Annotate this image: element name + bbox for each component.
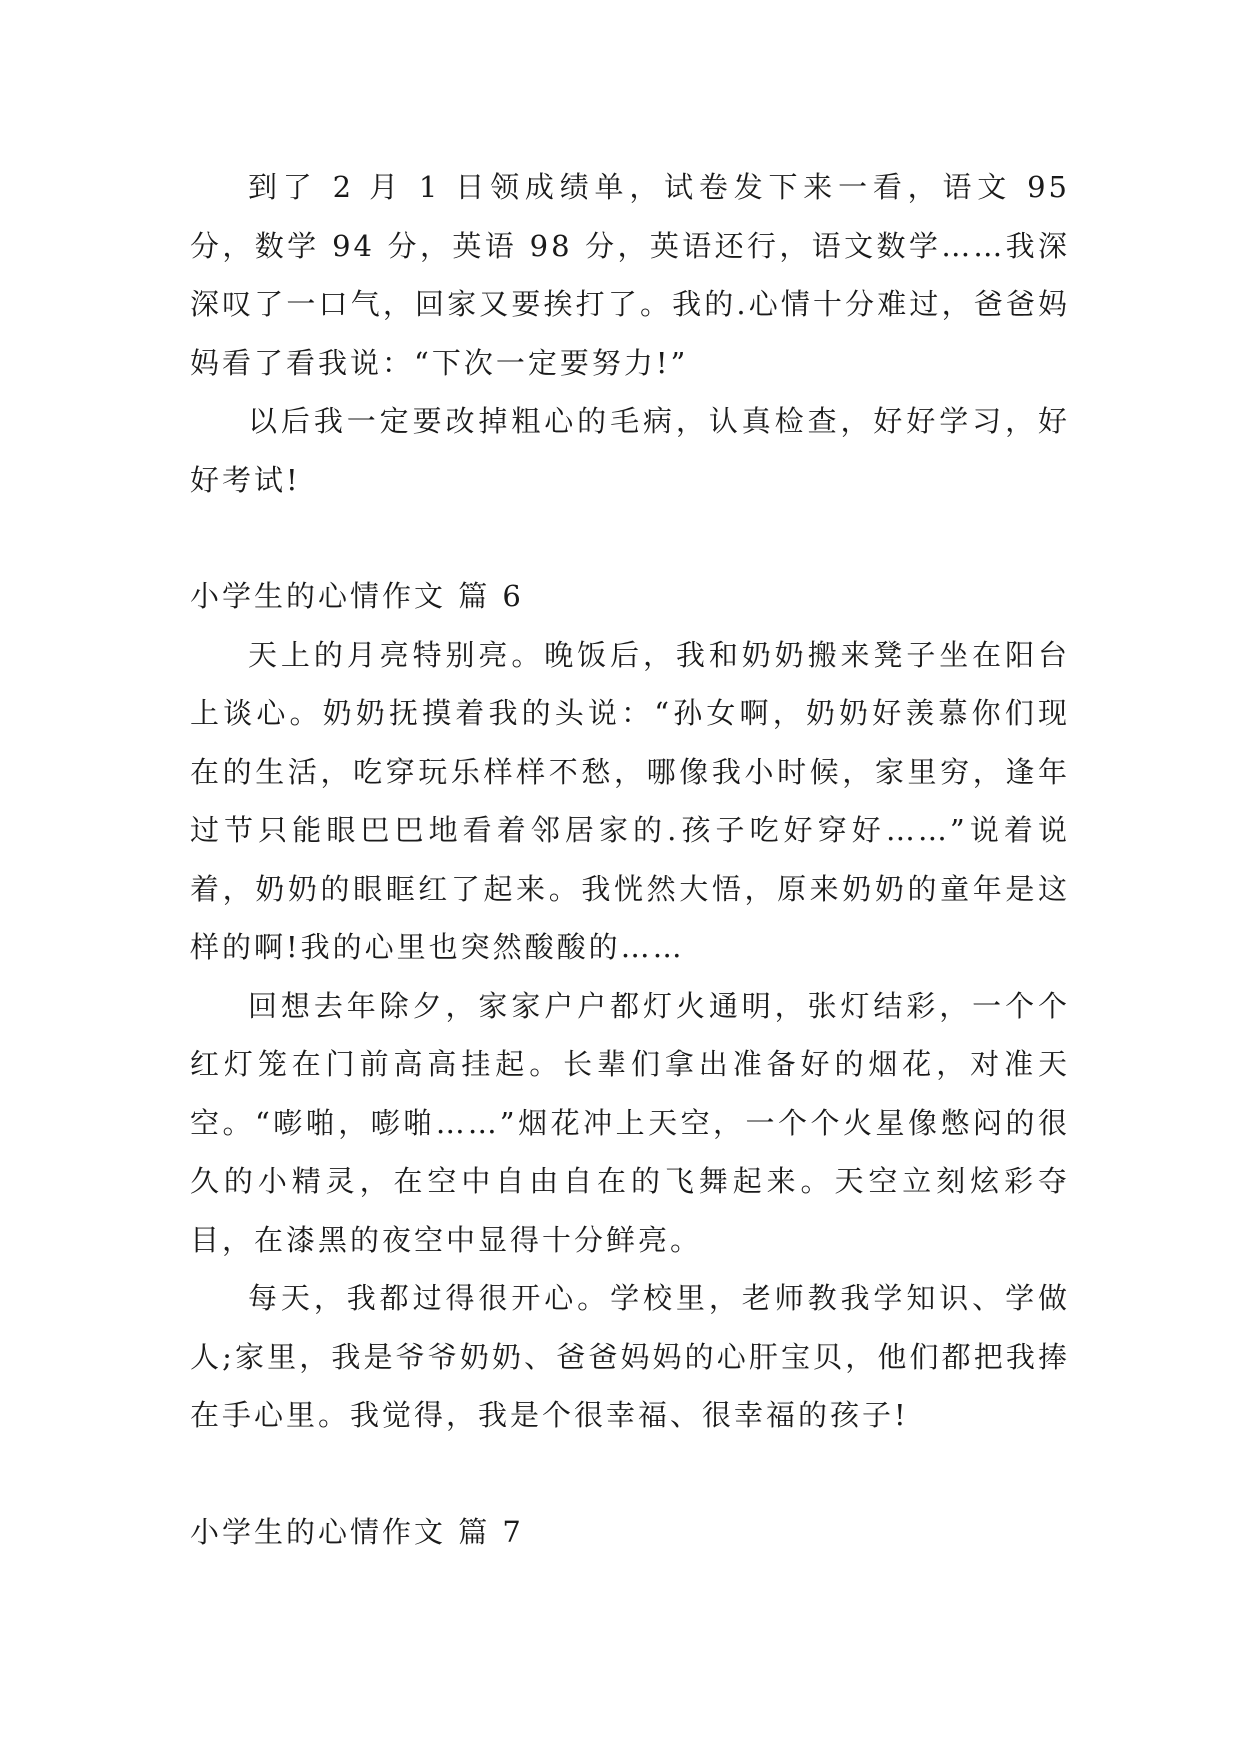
section-heading-7: 小学生的心情作文 篇 7 <box>190 1514 524 1549</box>
paragraph-moon-grandma: 天上的月亮特别亮。晚饭后，我和奶奶搬来凳子坐在阳台上谈心。奶奶抚摸着我的头说：“孙女啊，奶奶好羡慕你们现在的生活，吃穿玩乐样样不愁，哪像我小时候，家里穷，逢年过节只能眼巴巴地看着邻居家的.孩子吃好穿好……”说着说着，奶奶的眼眶红了起来。我恍然大悟，原来奶奶的童年是这样的啊!我的心里也突然酸酸的…… <box>190 637 1070 964</box>
section-spacer <box>190 509 1070 567</box>
paragraph-happy-days: 每天，我都过得很开心。学校里，老师教我学知识、学做人;家里，我是爷爷奶奶、爸爸妈妈的心肝宝贝，他们都把我捧在手心里。我觉得，我是个很幸福、很幸福的孩子! <box>190 1281 1070 1432</box>
section-spacer <box>190 1445 1070 1503</box>
section-heading-6: 小学生的心情作文 篇 6 <box>190 579 524 613</box>
document-body <box>190 158 1070 1561</box>
paragraph-report-card: 到了 2 月 1 日领成绩单，试卷发下来一看，语文 95 分，数学 94 分，英语 98 分，英语还行，语文数学……我深深叹了一口气，回家又要挨打了。我的.心情十分难过，爸爸妈妈看了看我说：“下次一定要努力!” <box>190 170 1070 380</box>
paragraph-resolution: 以后我一定要改掉粗心的毛病，认真检查，好好学习，好好考试! <box>190 404 1070 497</box>
paragraph-new-year-eve: 回想去年除夕，家家户户都灯火通明，张灯结彩，一个个红灯笼在门前高高挂起。长辈们拿出准备好的烟花，对准天空。“嘭啪，嘭啪……”烟花冲上天空，一个个火星像憋闷的很久的小精灵，在空中自由自在的飞舞起来。天空立刻炫彩夺目，在漆黑的夜空中显得十分鲜亮。 <box>190 988 1070 1257</box>
